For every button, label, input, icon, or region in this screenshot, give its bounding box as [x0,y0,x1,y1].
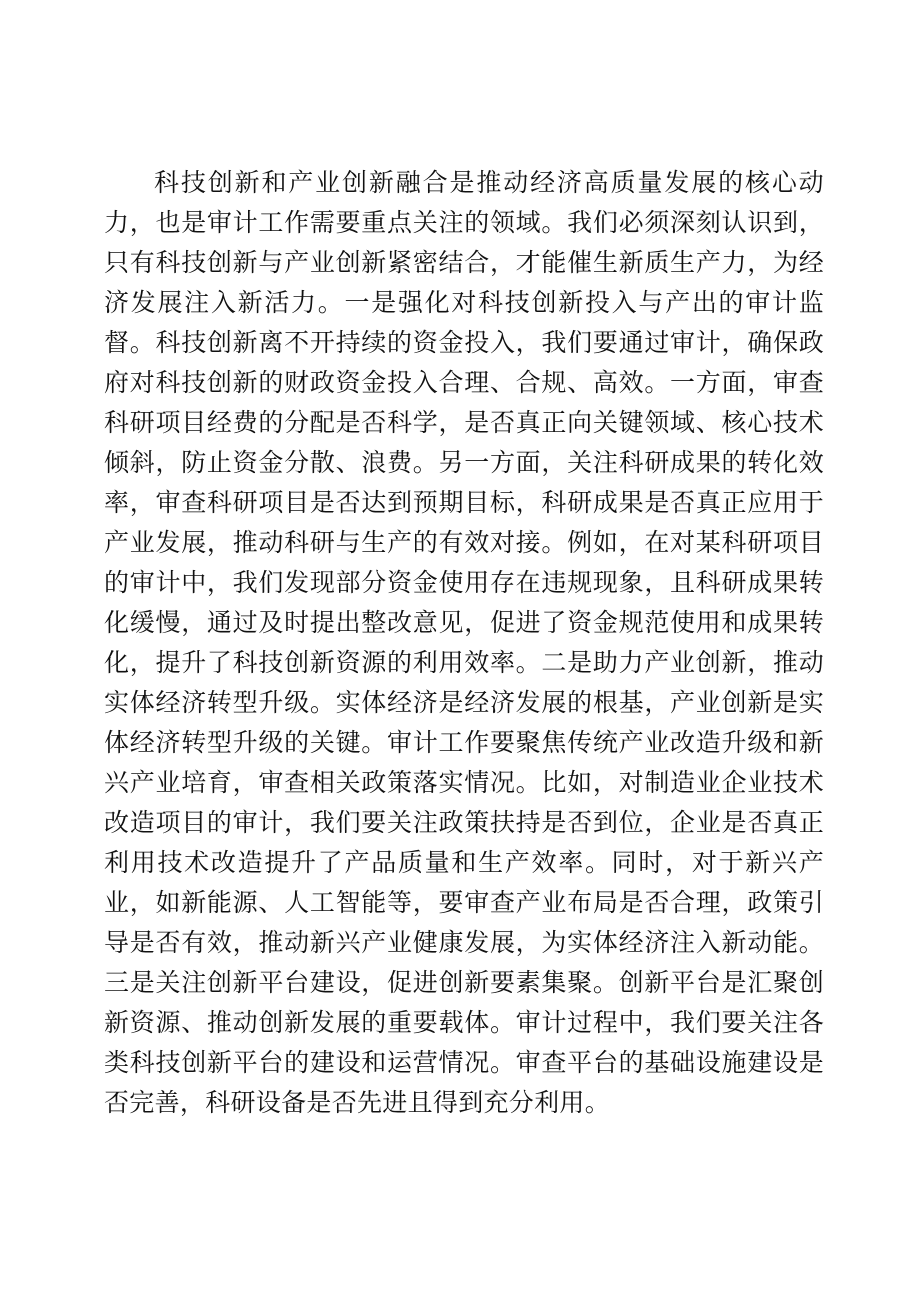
body-paragraph: 科技创新和产业创新融合是推动经济高质量发展的核心动力，也是审计工作需要重点关注的领域。我们必须深刻认识到，只有科技创新与产业创新紧密结合，才能催生新质生产力，为经济发展注入新活力。一是强化对科技创新投入与产出的审计监督。科技创新离不开持续的资金投入，我们要通过审计，确保政府对科技创新的财政资金投入合理、合规、高效。一方面，审查科研项目经费的分配是否科学，是否真正向关键领域、核心技术倾斜，防止资金分散、浪费。另一方面，关注科研成果的转化效率，审查科研项目是否达到预期目标，科研成果是否真正应用于产业发展，推动科研与生产的有效对接。例如，在对某科研项目的审计中，我们发现部分资金使用存在违规现象，且科研成果转化缓慢，通过及时提出整改意见，促进了资金规范使用和成果转化，提升了科技创新资源的利用效率。二是助力产业创新，推动实体经济转型升级。实体经济是经济发展的根基，产业创新是实体经济转型升级的关键。审计工作要聚焦传统产业改造升级和新兴产业培育，审查相关政策落实情况。比如，对制造业企业技术改造项目的审计，我们要关注政策扶持是否到位，企业是否真正利用技术改造提升了产品质量和生产效率。同时，对于新兴产业，如新能源、人工智能等，要审查产业布局是否合理，政策引导是否有效，推动新兴产业健康发展，为实体经济注入新动能。三是关注创新平台建设，促进创新要素集聚。创新平台是汇聚创新资源、推动创新发展的重要载体。审计过程中，我们要关注各类科技创新平台的建设和运营情况。审查平台的基础设施建设是否完善，科研设备是否先进且得到充分利用。 [104,168,824,1117]
